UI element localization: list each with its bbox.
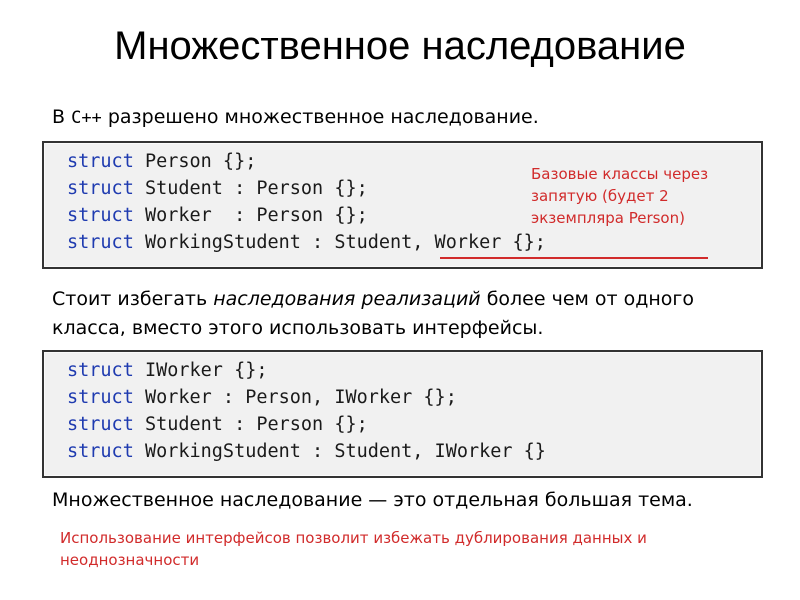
keyword: struct bbox=[67, 205, 134, 226]
annotation-interfaces bbox=[60, 527, 760, 571]
code-text: IWorker {}; bbox=[144, 360, 268, 381]
annotation-underline bbox=[440, 257, 708, 259]
keyword: struct bbox=[67, 232, 134, 253]
code-text: Person {}; bbox=[144, 151, 257, 172]
code-line bbox=[67, 231, 546, 255]
intro-suffix: разрешено множественное наследование. bbox=[101, 106, 539, 128]
keyword: struct bbox=[67, 360, 134, 381]
code-line bbox=[67, 440, 546, 464]
keyword: struct bbox=[67, 387, 134, 408]
code-text: Worker : Person, IWorker {}; bbox=[144, 387, 457, 408]
advice-line2: класса, вместо этого использовать интерфейсы. bbox=[52, 317, 544, 339]
intro-prefix: В bbox=[52, 106, 72, 128]
keyword: struct bbox=[67, 178, 134, 199]
annotation-line: неоднозначности bbox=[60, 551, 200, 569]
code-line bbox=[67, 413, 368, 437]
annotation-base-classes bbox=[531, 163, 708, 229]
code-line bbox=[67, 177, 368, 201]
keyword: struct bbox=[67, 414, 134, 435]
code-text: Worker : Person {}; bbox=[144, 205, 368, 226]
slide-title: Множественное наследование bbox=[114, 24, 686, 68]
keyword: struct bbox=[67, 441, 134, 462]
advice-part2: более чем от одного bbox=[480, 288, 695, 310]
annotation-line: экземпляра Person) bbox=[531, 209, 685, 227]
annotation-line: Использование интерфейсов позволит избежать дублирования данных и bbox=[60, 529, 647, 547]
code-line bbox=[67, 386, 457, 410]
conclusion-paragraph: Множественное наследование — это отдельная большая тема. bbox=[52, 489, 693, 511]
advice-part1: Стоит избегать bbox=[52, 288, 214, 310]
keyword: struct bbox=[67, 151, 134, 172]
annotation-line: запятую (будет 2 bbox=[531, 187, 669, 205]
code-line bbox=[67, 204, 368, 228]
annotation-line: Базовые классы через bbox=[531, 165, 709, 183]
intro-paragraph bbox=[52, 103, 772, 133]
code-text: WorkingStudent : Student, Worker {}; bbox=[144, 232, 546, 253]
advice-emphasis: наследования реализаций bbox=[213, 288, 481, 310]
advice-paragraph bbox=[52, 285, 772, 343]
code-text: WorkingStudent : Student, IWorker {} bbox=[144, 441, 546, 462]
code-line bbox=[67, 359, 268, 383]
code-text: Student : Person {}; bbox=[144, 178, 368, 199]
code-line bbox=[67, 150, 256, 174]
intro-cpp: C++ bbox=[71, 108, 102, 128]
code-text: Student : Person {}; bbox=[144, 414, 368, 435]
